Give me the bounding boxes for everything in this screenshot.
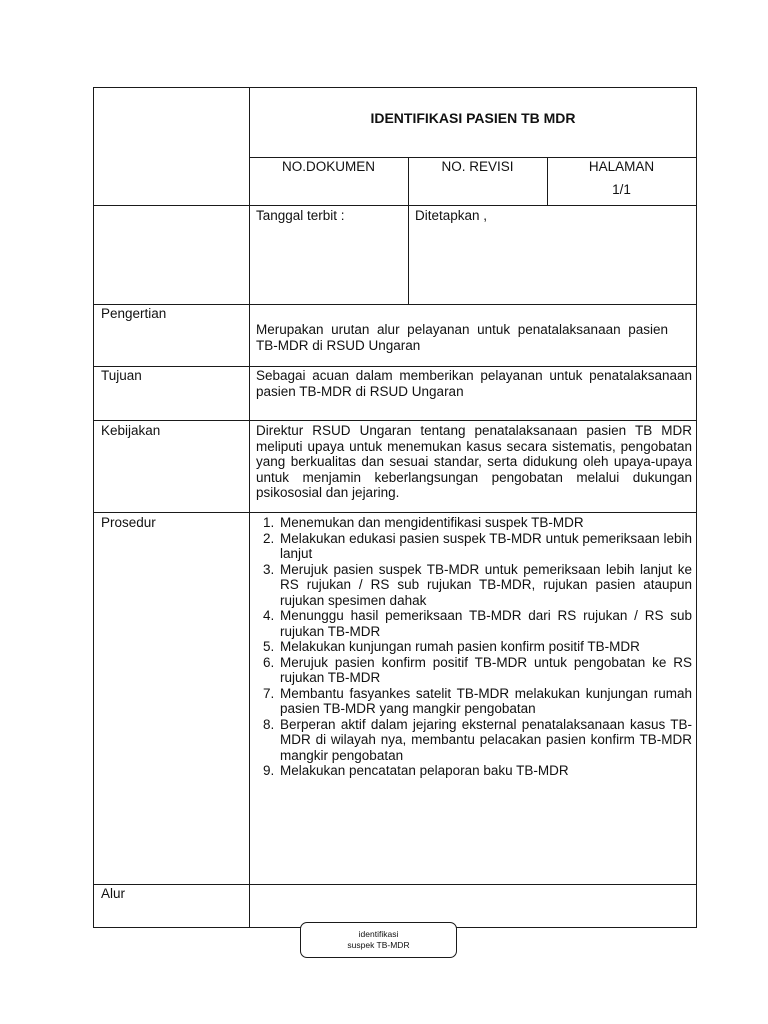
pengertian-text: Merupakan urutan alur pelayanan untuk penatalaksanaan pasien TB-MDR di RSUD Ungaran bbox=[256, 322, 668, 353]
row-divider-1 bbox=[93, 205, 697, 206]
halaman-label: HALAMAN bbox=[588, 159, 655, 174]
flowchart-box-identifikasi bbox=[300, 922, 457, 958]
flowchart-box-line2: suspek TB-MDR bbox=[347, 940, 410, 950]
tujuan-text: Sebagai acuan dalam memberikan pelayanan untuk penatalaksanaan pasien TB-MDR di RSUD Ungaran bbox=[256, 368, 692, 399]
table-border-top bbox=[93, 87, 697, 88]
no-dokumen-label: NO.DOKUMEN bbox=[281, 159, 375, 174]
row-divider-3 bbox=[93, 366, 697, 367]
table-border-left bbox=[93, 87, 94, 928]
tanggal-terbit-label: Tanggal terbit : bbox=[256, 208, 345, 223]
label-column-divider bbox=[249, 87, 250, 928]
prosedur-list bbox=[254, 515, 692, 779]
alur-label: Alur bbox=[101, 886, 126, 901]
prosedur-step: 4. Menunggu hasil pemeriksaan TB-MDR dari RS rujukan / RS sub rujukan TB-MDR bbox=[278, 608, 692, 639]
pengertian-label: Pengertian bbox=[101, 306, 167, 321]
flowchart-box-line1: identifikasi bbox=[358, 929, 399, 939]
table-border-right bbox=[696, 87, 697, 928]
row-divider-4 bbox=[93, 420, 697, 421]
prosedur-step: 1. Menemukan dan mengidentifikasi suspek TB-MDR bbox=[278, 515, 692, 531]
row-divider-2 bbox=[93, 304, 697, 305]
prosedur-step: 8. Berperan aktif dalam jejaring eksternal penatalaksanaan kasus TB-MDR di wilayah nya, membantu pelacakan pasien konfirm TB-MDR mangkir pengobatan bbox=[278, 717, 692, 764]
kebijakan-label: Kebijakan bbox=[101, 423, 161, 438]
tujuan-label: Tujuan bbox=[101, 368, 142, 383]
halaman-value: 1/1 bbox=[612, 182, 631, 197]
no-revisi-label: NO. REVISI bbox=[441, 159, 514, 174]
dokumen-revisi-divider bbox=[408, 157, 409, 305]
prosedur-step: 7. Membantu fasyankes satelit TB-MDR melakukan kunjungan rumah pasien TB-MDR yang mangkir pengobatan bbox=[278, 686, 692, 717]
prosedur-step: 5. Melakukan kunjungan rumah pasien konfirm positif TB-MDR bbox=[278, 639, 692, 655]
prosedur-step: 6. Merujuk pasien konfirm positif TB-MDR untuk pengobatan ke RS rujukan TB-MDR bbox=[278, 655, 692, 686]
ditetapkan-label: Ditetapkan , bbox=[415, 208, 488, 223]
prosedur-step: 9. Melakukan pencatatan pelaporan baku TB-MDR bbox=[278, 763, 692, 779]
kebijakan-text: Direktur RSUD Ungaran tentang penatalaksanaan pasien TB MDR meliputi upaya untuk menemukan kasus secara sistematis, pengobatan yang berkualitas dan sesuai standar, serta didukung oleh upaya-upaya untuk menjamin keberlangsungan pengobatan melalui dukungan psikososial dan jejaring. bbox=[256, 423, 692, 500]
row-divider-5 bbox=[93, 512, 697, 513]
document-title: IDENTIFIKASI PASIEN TB MDR bbox=[370, 110, 576, 126]
row-divider-6 bbox=[93, 884, 697, 885]
prosedur-label: Prosedur bbox=[101, 515, 156, 530]
prosedur-step: 2. Melakukan edukasi pasien suspek TB-MDR untuk pemeriksaan lebih lanjut bbox=[278, 531, 692, 562]
header-divider bbox=[249, 157, 697, 158]
prosedur-step: 3. Merujuk pasien suspek TB-MDR untuk pemeriksaan lebih lanjut ke RS rujukan / RS sub rujukan TB-MDR, rujukan pasien ataupun rujukan spesimen dahak bbox=[278, 562, 692, 609]
